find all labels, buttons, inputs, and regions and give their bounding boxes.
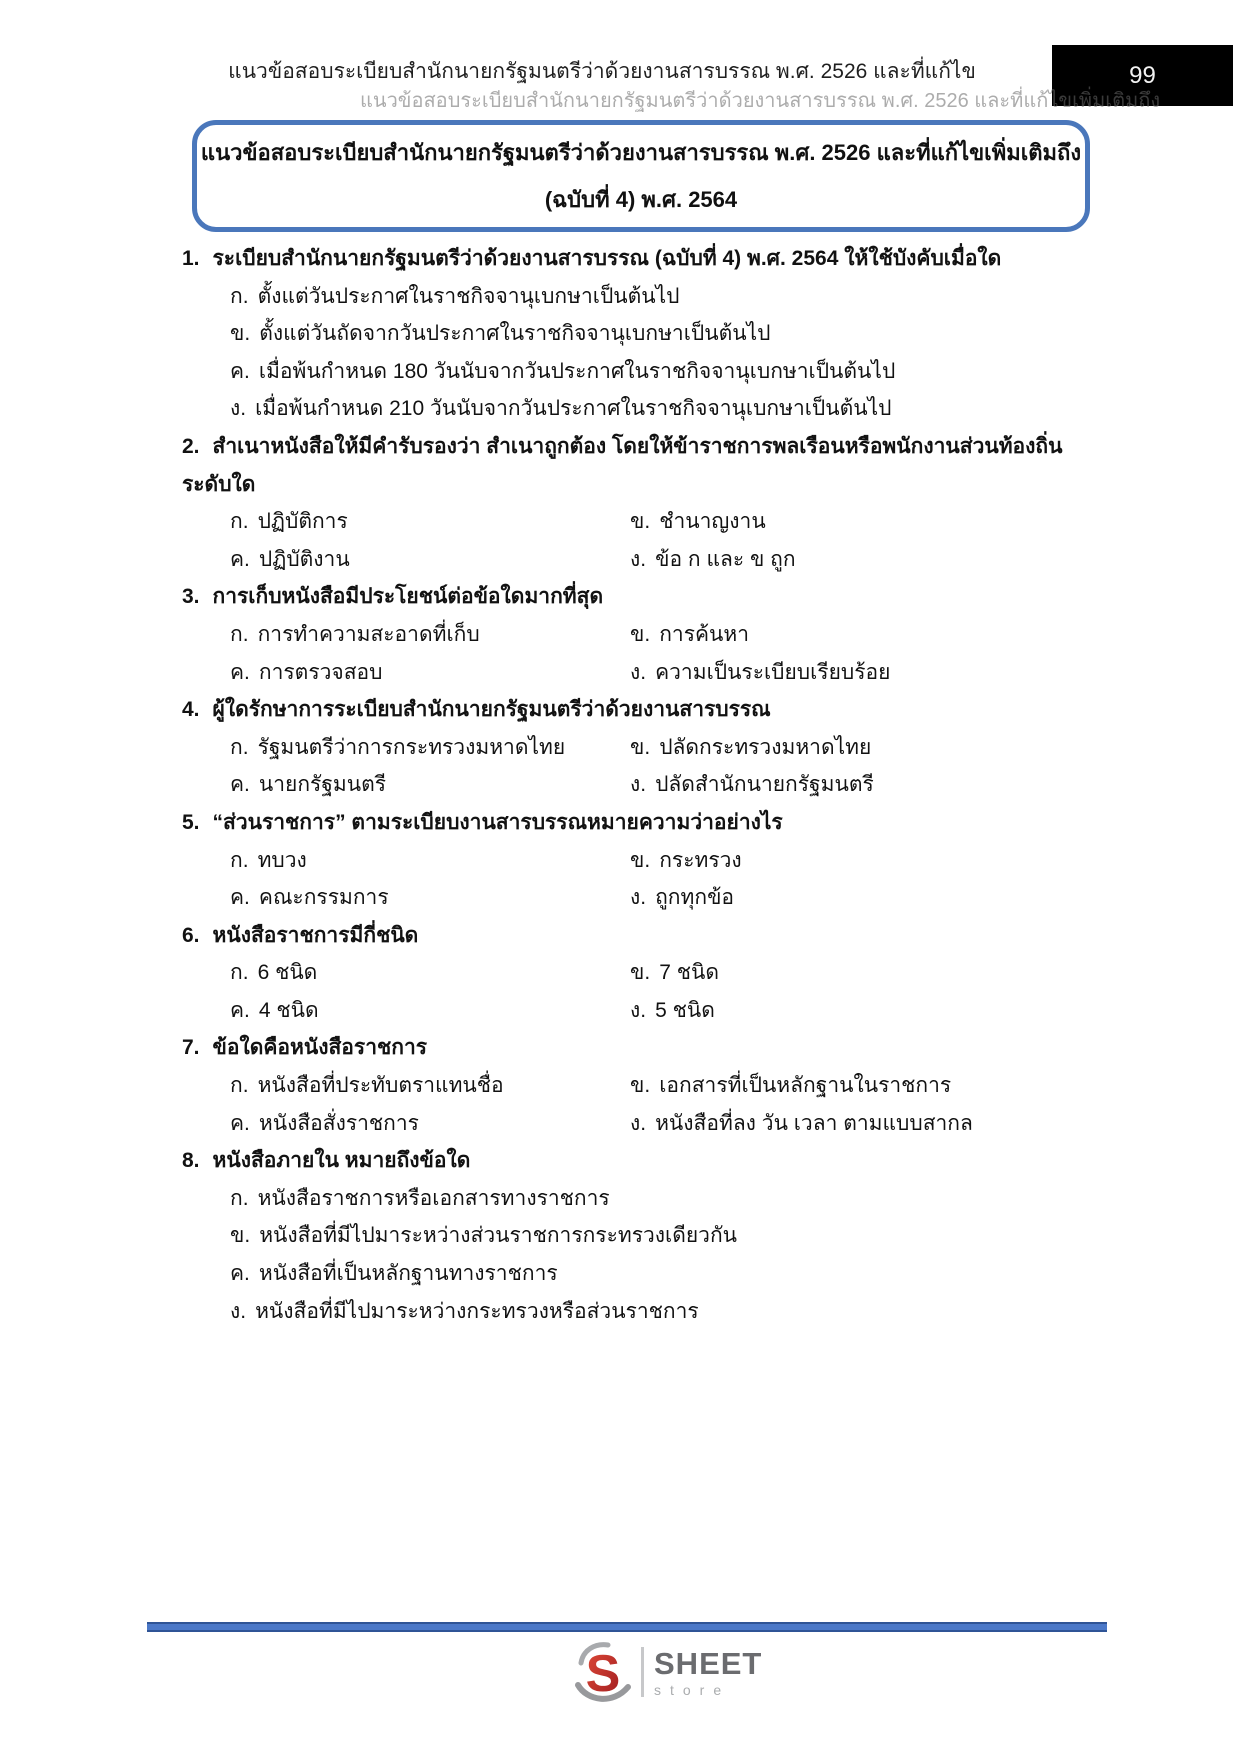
option — [630, 616, 1108, 654]
option-text: ตั้งแต่วันถัดจากวันประกาศในราชกิจจานุเบกษาเป็นต้นไป — [259, 322, 771, 346]
option-label: ก. — [230, 848, 249, 872]
option — [230, 353, 1108, 391]
option — [630, 992, 1108, 1030]
option-label: ก. — [230, 1186, 249, 1210]
question-text-line-2: ระดับใด — [182, 472, 256, 496]
option-text: ตั้งแต่วันประกาศในราชกิจจานุเบกษาเป็นต้นไป — [257, 284, 680, 308]
option — [230, 315, 1108, 353]
brand-name: SHEET — [654, 1645, 763, 1681]
question-number: 2. — [182, 434, 200, 458]
option-label: ก. — [230, 284, 249, 308]
option — [230, 1180, 1108, 1218]
option-label: ง. — [230, 397, 247, 421]
options — [182, 1067, 1108, 1142]
question-number: 8. — [182, 1149, 200, 1173]
option — [230, 1255, 1108, 1293]
option-label: ข. — [230, 1224, 251, 1248]
option — [630, 842, 1108, 880]
option-text: ข้อ ก และ ข ถูก — [655, 547, 796, 571]
option — [230, 1217, 1108, 1255]
option-label: ก. — [230, 961, 249, 985]
options — [182, 278, 1108, 428]
option-label: ข. — [230, 322, 251, 346]
options — [182, 954, 1108, 1029]
option — [230, 390, 1108, 428]
question-7 — [182, 1029, 1108, 1142]
option — [630, 1067, 1108, 1105]
option-text: ปฏิบัติการ — [257, 510, 348, 534]
option-label: ข. — [630, 848, 651, 872]
question-number: 4. — [182, 698, 200, 722]
option-text: คณะกรรมการ — [258, 886, 389, 910]
options — [182, 729, 1108, 804]
option — [230, 654, 630, 692]
option — [630, 766, 1108, 804]
option-label: ค. — [230, 886, 250, 910]
option-label: ก. — [230, 1074, 249, 1098]
option — [630, 729, 1108, 767]
option-text: หนังสือสั่งราชการ — [258, 1111, 419, 1135]
option-label: ก. — [230, 622, 249, 646]
option — [230, 842, 630, 880]
option-label: ข. — [630, 1074, 651, 1098]
option-label: ค. — [230, 998, 250, 1022]
option-text: ทบวง — [257, 848, 307, 872]
running-header-title: แนวข้อสอบระเบียบสำนักนายกรัฐมนตรีว่าด้วยงานสารบรรณ พ.ศ. 2526 และที่แก้ไข — [228, 60, 976, 83]
option-text: หนังสือที่ประทับตราแทนชื่อ — [257, 1074, 504, 1098]
option-text: หนังสือราชการหรือเอกสารทางราชการ — [257, 1186, 610, 1210]
option-text: หนังสือที่มีไปมาระหว่างส่วนราชการกระทรวงเดียวกัน — [259, 1224, 738, 1248]
options — [182, 1180, 1108, 1330]
option — [230, 729, 630, 767]
option — [230, 954, 630, 992]
option-text: ความเป็นระเบียบเรียบร้อย — [655, 660, 891, 684]
option-label: ข. — [630, 961, 651, 985]
option-label: ค. — [230, 359, 250, 383]
option-text: หนังสือที่ลง วัน เวลา ตามแบบสากล — [655, 1111, 973, 1135]
option-text: หนังสือที่เป็นหลักฐานทางราชการ — [258, 1262, 558, 1286]
clipped-text-artifact — [360, 84, 1161, 112]
question-number: 1. — [182, 247, 200, 270]
question-2 — [182, 428, 1108, 578]
option-label: ง. — [630, 886, 647, 910]
option-label: ง. — [630, 547, 647, 571]
option — [230, 278, 1108, 316]
option-text: 5 ชนิด — [655, 998, 715, 1022]
option-text: เอกสารที่เป็นหลักฐานในราชการ — [659, 1074, 952, 1098]
question-3 — [182, 578, 1108, 691]
brand-text — [654, 1645, 763, 1698]
question-6 — [182, 917, 1108, 1030]
option-text: ปลัดกระทรวงมหาดไทย — [659, 735, 872, 759]
option-text: รัฐมนตรีว่าการกระทรวงมหาดไทย — [257, 735, 566, 759]
option-text: ปลัดสำนักนายกรัฐมนตรี — [655, 773, 874, 797]
option — [230, 616, 630, 654]
option — [230, 541, 630, 579]
option-label: ง. — [630, 998, 647, 1022]
option-label: ค. — [230, 1111, 250, 1135]
option-text: ปฏิบัติงาน — [258, 547, 350, 571]
question-8 — [182, 1142, 1108, 1330]
options — [182, 842, 1108, 917]
option — [630, 954, 1108, 992]
title-line-2: (ฉบับที่ 4) พ.ศ. 2564 — [544, 187, 738, 212]
s-logo-icon — [575, 1641, 631, 1703]
question-text: 8. หนังสือภายใน หมายถึงข้อใด — [182, 1142, 1108, 1180]
brand-divider — [641, 1647, 644, 1697]
option-label: ง. — [630, 660, 647, 684]
footer-divider-bar — [147, 1622, 1107, 1632]
option-text: เมื่อพ้นกำหนด 210 วันนับจากวันประกาศในราชกิจจานุเบกษาเป็นต้นไป — [255, 397, 892, 421]
question-5 — [182, 804, 1108, 917]
question-text: 5. “ส่วนราชการ” ตามระเบียบงานสารบรรณหมายความว่าอย่างไร — [182, 804, 1108, 842]
option — [630, 1105, 1108, 1143]
option — [230, 1067, 630, 1105]
option-label: ค. — [230, 1262, 250, 1286]
option-label: ก. — [230, 735, 249, 759]
option-text: การทำความสะอาดที่เก็บ — [257, 622, 480, 646]
option — [230, 1293, 1108, 1331]
option — [630, 654, 1108, 692]
option-text: การค้นหา — [659, 622, 750, 646]
clipped-text: แนวข้อสอบระเบียบสำนักนายกรัฐมนตรีว่าด้วยงานสารบรรณ พ.ศ. 2526 และที่แก้ไขเพิ่มเติมถึง — [360, 90, 1161, 112]
options — [182, 503, 1108, 578]
option-text: 6 ชนิด — [257, 961, 318, 985]
question-text: 3. การเก็บหนังสือมีประโยชน์ต่อข้อใดมากที่สุด — [182, 578, 1108, 616]
title-box — [192, 120, 1090, 232]
option — [630, 879, 1108, 917]
question-number: 7. — [182, 1036, 200, 1060]
question-4 — [182, 691, 1108, 804]
option-label: ง. — [230, 1299, 247, 1323]
option — [630, 503, 1108, 541]
question-number: 3. — [182, 585, 200, 609]
question-text: 6. หนังสือราชการมีกี่ชนิด — [182, 917, 1108, 955]
option-label: ง. — [630, 1111, 647, 1135]
option-text: ชำนาญงาน — [659, 510, 766, 534]
option-label: ข. — [630, 735, 651, 759]
brand-logo — [575, 1641, 762, 1703]
option — [230, 766, 630, 804]
option-text: หนังสือที่มีไปมาระหว่างกระทรวงหรือส่วนราชการ — [255, 1299, 699, 1323]
option-text: 7 ชนิด — [659, 961, 719, 985]
option-label: ง. — [630, 773, 647, 797]
option-text: กระทรวง — [659, 848, 742, 872]
option-label: ข. — [630, 622, 651, 646]
brand-subtitle: store — [654, 1681, 731, 1698]
page-number: 99 — [1129, 61, 1156, 89]
option — [230, 503, 630, 541]
option-label: ค. — [230, 547, 250, 571]
title-line-1: แนวข้อสอบระเบียบสำนักนายกรัฐมนตรีว่าด้วยงานสารบรรณ พ.ศ. 2526 และที่แก้ไขเพิ่มเติมถึง — [200, 140, 1082, 165]
option-label: ค. — [230, 773, 250, 797]
question-text: 1. ระเบียบสำนักนายกรัฐมนตรีว่าด้วยงานสารบรรณ (ฉบับที่ 4) พ.ศ. 2564 ให้ใช้บังคับเมื่อใด — [182, 240, 1108, 278]
option — [230, 992, 630, 1030]
option-text: นายกรัฐมนตรี — [258, 773, 387, 797]
option-text: 4 ชนิด — [258, 998, 319, 1022]
option-text: เมื่อพ้นกำหนด 180 วันนับจากวันประกาศในราชกิจจานุเบกษาเป็นต้นไป — [258, 359, 896, 383]
question-text: 7. ข้อใดคือหนังสือราชการ — [182, 1029, 1108, 1067]
option-text: การตรวจสอบ — [258, 660, 383, 684]
logo-s-letter: S — [585, 1645, 621, 1703]
option — [230, 879, 630, 917]
question-text: 4. ผู้ใดรักษาการระเบียบสำนักนายกรัฐมนตรีว่าด้วยงานสารบรรณ — [182, 691, 1108, 729]
option-label: ค. — [230, 660, 250, 684]
question-list — [182, 240, 1108, 1330]
option-label: ข. — [630, 510, 651, 534]
options — [182, 616, 1108, 691]
option-text: ถูกทุกข้อ — [655, 886, 735, 910]
question-1 — [182, 240, 1108, 428]
question-text: 2. สำเนาหนังสือให้มีคำรับรองว่า สำเนาถูกต้อง โดยให้ข้าราชการพลเรือนหรือพนักงานส่วนท้องถิ่น — [182, 428, 1108, 466]
option — [230, 1105, 630, 1143]
option-label: ก. — [230, 510, 249, 534]
question-number: 6. — [182, 923, 200, 947]
option — [630, 541, 1108, 579]
question-number: 5. — [182, 810, 200, 834]
